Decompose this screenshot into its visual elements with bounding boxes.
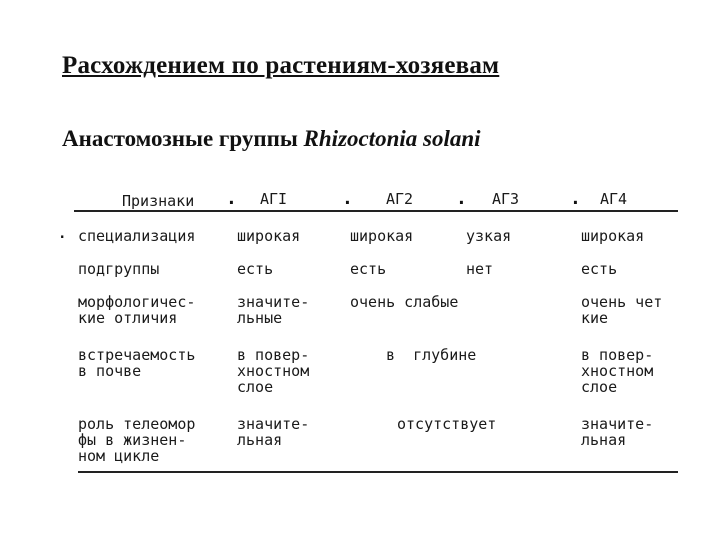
slide-title: Расхождением по растениям-хозяевам xyxy=(62,52,500,79)
row4-ag4: в повер- хностном слое xyxy=(581,346,654,396)
row2-ag3: нет xyxy=(466,260,494,278)
row5-feature: роль телеомор фы в жизнен- ном цикле xyxy=(78,415,196,465)
bottom-rule xyxy=(78,471,678,473)
header-rule xyxy=(74,210,678,212)
row1-ag3: узкая xyxy=(466,227,512,245)
row1-feature: специализация xyxy=(78,227,196,245)
row1-ag4: широкая xyxy=(581,227,645,245)
row5-ag4: значите- льная xyxy=(581,415,654,449)
row1-ag2: широкая xyxy=(350,227,414,245)
row5-ag23: отсутствует xyxy=(397,415,497,433)
header-features: Признаки xyxy=(122,192,195,210)
row5-ag1: значите- льная xyxy=(237,415,310,449)
slide-subtitle xyxy=(62,126,481,152)
header-ag1: АГI xyxy=(260,190,288,208)
row-marker-dot: . xyxy=(58,226,67,242)
header-dot: . xyxy=(342,188,353,209)
row3-ag4: очень чет кие xyxy=(581,293,663,327)
header-dot: . xyxy=(456,188,467,209)
row3-ag1: значите- льные xyxy=(237,293,310,327)
header-dot: . xyxy=(226,188,237,209)
row3-ag23: очень слабые xyxy=(350,293,459,311)
header-dot: . xyxy=(570,188,581,209)
row2-ag4: есть xyxy=(581,260,618,278)
row4-ag23: в глубине xyxy=(386,346,477,364)
subtitle-text: Анастомозные группы xyxy=(62,126,304,151)
header-ag2: АГ2 xyxy=(386,190,414,208)
header-ag3: АГ3 xyxy=(492,190,520,208)
row2-feature: подгруппы xyxy=(78,260,160,278)
row2-ag1: есть xyxy=(237,260,274,278)
subtitle-species: Rhizoctonia solani xyxy=(303,126,481,151)
header-ag4: АГ4 xyxy=(600,190,628,208)
row4-ag1: в повер- хностном слое xyxy=(237,346,310,396)
row2-ag2: есть xyxy=(350,260,387,278)
row3-feature: морфологичес- кие отличия xyxy=(78,293,196,327)
row4-feature: встречаемость в почве xyxy=(78,346,196,380)
row1-ag1: широкая xyxy=(237,227,301,245)
